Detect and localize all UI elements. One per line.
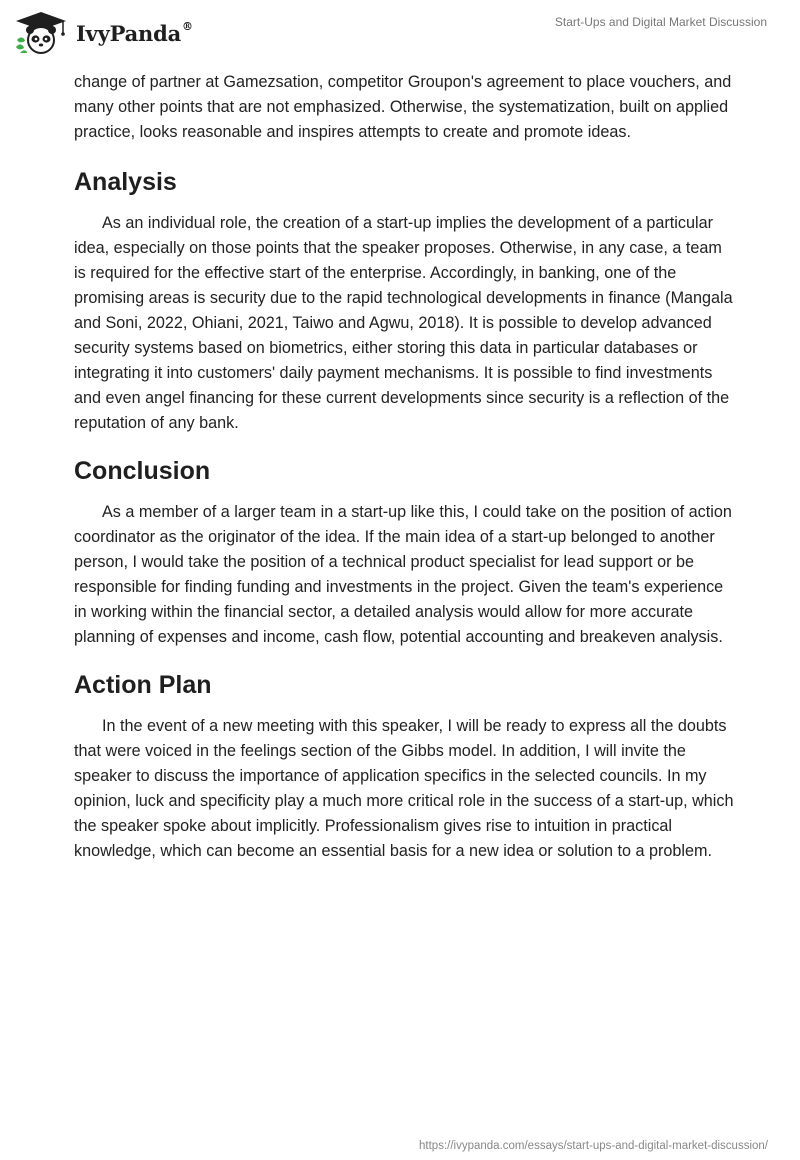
intro-paragraph: change of partner at Gamezsation, competitor Groupon's agreement to place vouchers, and many other points that are not emphasized. Otherwise, the systematization, built on applied practice, looks reasonable and inspires attempts to create and promote ideas. (74, 73, 732, 141)
page-header (0, 0, 800, 60)
logo-wordmark: IvyPanda® (76, 19, 193, 46)
analysis-paragraph: As an individual role, the creation of a start-up implies the development of a particular idea, especially on those points that the speaker proposes. Otherwise, in any case, a team is required for the effective start of the enterprise. Accordingly, in banking, one of the promising areas is security due to the rapid technological developments in finance (Mangala and Soni, 2022, Ohiani, 2021, Taiwo and Agwu, 2018). It is possible to develop advanced security systems based on biometrics, either storing this data in particular databases or integrating it into customers' daily payment mechanisms. It is possible to find investments and even angel financing for these current developments since security is a reflection of the reputation of any bank. (74, 214, 733, 432)
essay-content (74, 70, 734, 864)
section-heading-action-plan: Action Plan (74, 671, 212, 699)
source-url[interactable]: https://ivypanda.com/essays/start-ups-and-digital-market-discussion/ (419, 1140, 768, 1152)
section-heading-conclusion: Conclusion (74, 457, 211, 485)
action-plan-paragraph: In the event of a new meeting with this speaker, I will be ready to express all the doubts that were voiced in the feelings section of the Gibbs model. In addition, I will invite the speaker to discuss the importance of application specifics in the selected councils. In my opinion, luck and specificity play a much more critical role in the success of a start-up, which the speaker spoke about implicitly. Professionalism gives rise to intuition in practical knowledge, which can become an essential basis for a new idea or solution to a problem. (74, 717, 734, 860)
conclusion-paragraph: As a member of a larger team in a start-up like this, I could take on the position of action coordinator as the originator of the idea. If the main idea of a start-up belonged to another person, I would take the position of a technical product specialist for lead support or be responsible for finding funding and investments in the project. Given the team's experience in working within the financial sector, a detailed analysis would allow for more accurate planning of expenses and income, cash flow, potential accounting and breakeven analysis. (74, 503, 732, 646)
ivypanda-logo[interactable] (14, 10, 193, 54)
section-heading-analysis: Analysis (74, 168, 177, 196)
panda-graduate-icon (14, 10, 68, 54)
document-title: Start-Ups and Digital Market Discussion (554, 15, 767, 29)
